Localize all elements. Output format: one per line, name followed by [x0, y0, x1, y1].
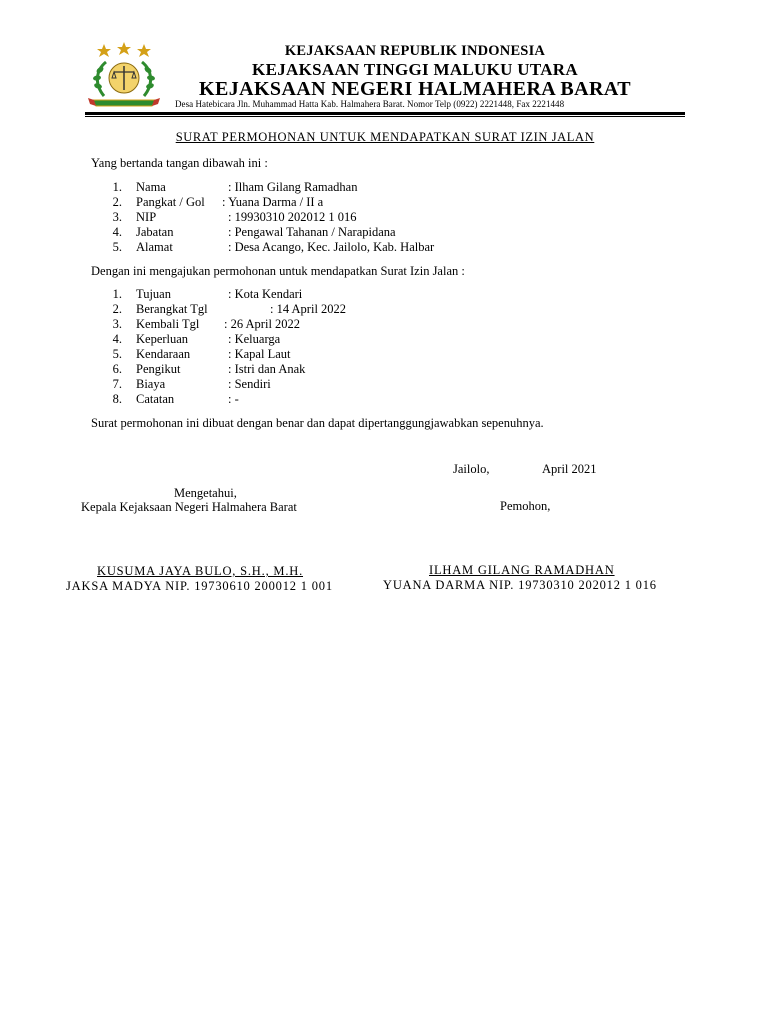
item-label: NIP: [136, 210, 157, 224]
item-number: 1.: [112, 287, 122, 301]
item-label: Biaya: [136, 377, 166, 391]
item-number: 3.: [112, 210, 122, 224]
item-value: : 14 April 2022: [270, 302, 347, 316]
item-value: : Ilham Gilang Ramadhan: [228, 180, 358, 194]
letterhead-line-1: KEJAKSAAN REPUBLIK INDONESIA: [284, 43, 546, 59]
item-number: 8.: [112, 392, 122, 406]
item-label: Tujuan: [136, 287, 171, 301]
item-label: Catatan: [136, 392, 175, 406]
item-number: 5.: [112, 347, 122, 361]
item-value: : -: [228, 392, 239, 406]
item-number: 1.: [112, 180, 122, 194]
item-label: Nama: [136, 180, 166, 194]
date-text: April 2021: [542, 462, 597, 476]
item-value: : 26 April 2022: [224, 317, 301, 331]
right-sig-name: ILHAM GILANG RAMADHAN: [429, 563, 615, 577]
letterhead-rule-thin: [85, 116, 685, 117]
item-number: 4.: [112, 332, 122, 346]
item-number: 2.: [112, 302, 122, 316]
left-sig-caption-2: Kepala Kejaksaan Negeri Halmahera Barat: [81, 500, 297, 514]
item-label: Kembali Tgl: [136, 317, 200, 331]
item-value: : Sendiri: [228, 377, 271, 391]
item-number: 7.: [112, 377, 122, 391]
letterhead-address: Desa Hatebicara Jln. Muhammad Hatta Kab. Halmahera Barat. Nomor Telp (0922) 2221448, Fax 2221448: [175, 99, 565, 109]
item-label: Pengikut: [136, 362, 181, 376]
item-value: : 19930310 202012 1 016: [228, 210, 357, 224]
left-sig-name: KUSUMA JAYA BULO, S.H., M.H.: [97, 564, 304, 578]
letterhead-rule-thick: [85, 112, 685, 115]
item-number: 4.: [112, 225, 122, 239]
left-sig-caption-1: Mengetahui,: [174, 486, 237, 500]
item-label: Pangkat / Gol: [136, 195, 205, 209]
item-value: : Keluarga: [228, 332, 281, 346]
item-value: : Kota Kendari: [228, 287, 303, 301]
item-number: 2.: [112, 195, 122, 209]
right-sig-caption: Pemohon,: [500, 499, 551, 513]
place-text: Jailolo,: [453, 462, 490, 476]
item-value: : Istri dan Anak: [228, 362, 306, 376]
right-sig-detail: YUANA DARMA NIP. 19730310 202012 1 016: [383, 578, 657, 592]
left-sig-detail: JAKSA MADYA NIP. 19730610 200012 1 001: [66, 579, 333, 593]
item-value: : Desa Acango, Kec. Jailolo, Kab. Halbar: [228, 240, 435, 254]
letterhead-line-2: KEJAKSAAN TINGGI MALUKU UTARA: [252, 60, 578, 79]
item-label: Kendaraan: [136, 347, 191, 361]
document-title: SURAT PERMOHONAN UNTUK MENDAPATKAN SURAT IZIN JALAN: [175, 130, 595, 144]
closing-text: Surat permohonan ini dibuat dengan benar dan dapat dipertanggungjawabkan sepenuhnya.: [91, 416, 544, 430]
item-label: Alamat: [136, 240, 173, 254]
item-number: 3.: [112, 317, 122, 331]
item-label: Berangkat Tgl: [136, 302, 208, 316]
letterhead-line-3: KEJAKSAAN NEGERI HALMAHERA BARAT: [199, 78, 631, 100]
intro-text: Yang bertanda tangan dibawah ini :: [91, 156, 268, 170]
item-number: 6.: [112, 362, 122, 376]
item-value: : Pengawal Tahanan / Narapidana: [228, 225, 396, 239]
item-number: 5.: [112, 240, 122, 254]
item-value: : Yuana Darma / II a: [222, 195, 324, 209]
request-intro-text: Dengan ini mengajukan permohonan untuk mendapatkan Surat Izin Jalan :: [91, 264, 465, 278]
item-label: Jabatan: [136, 225, 174, 239]
item-label: Keperluan: [136, 332, 189, 346]
item-value: : Kapal Laut: [228, 347, 291, 361]
